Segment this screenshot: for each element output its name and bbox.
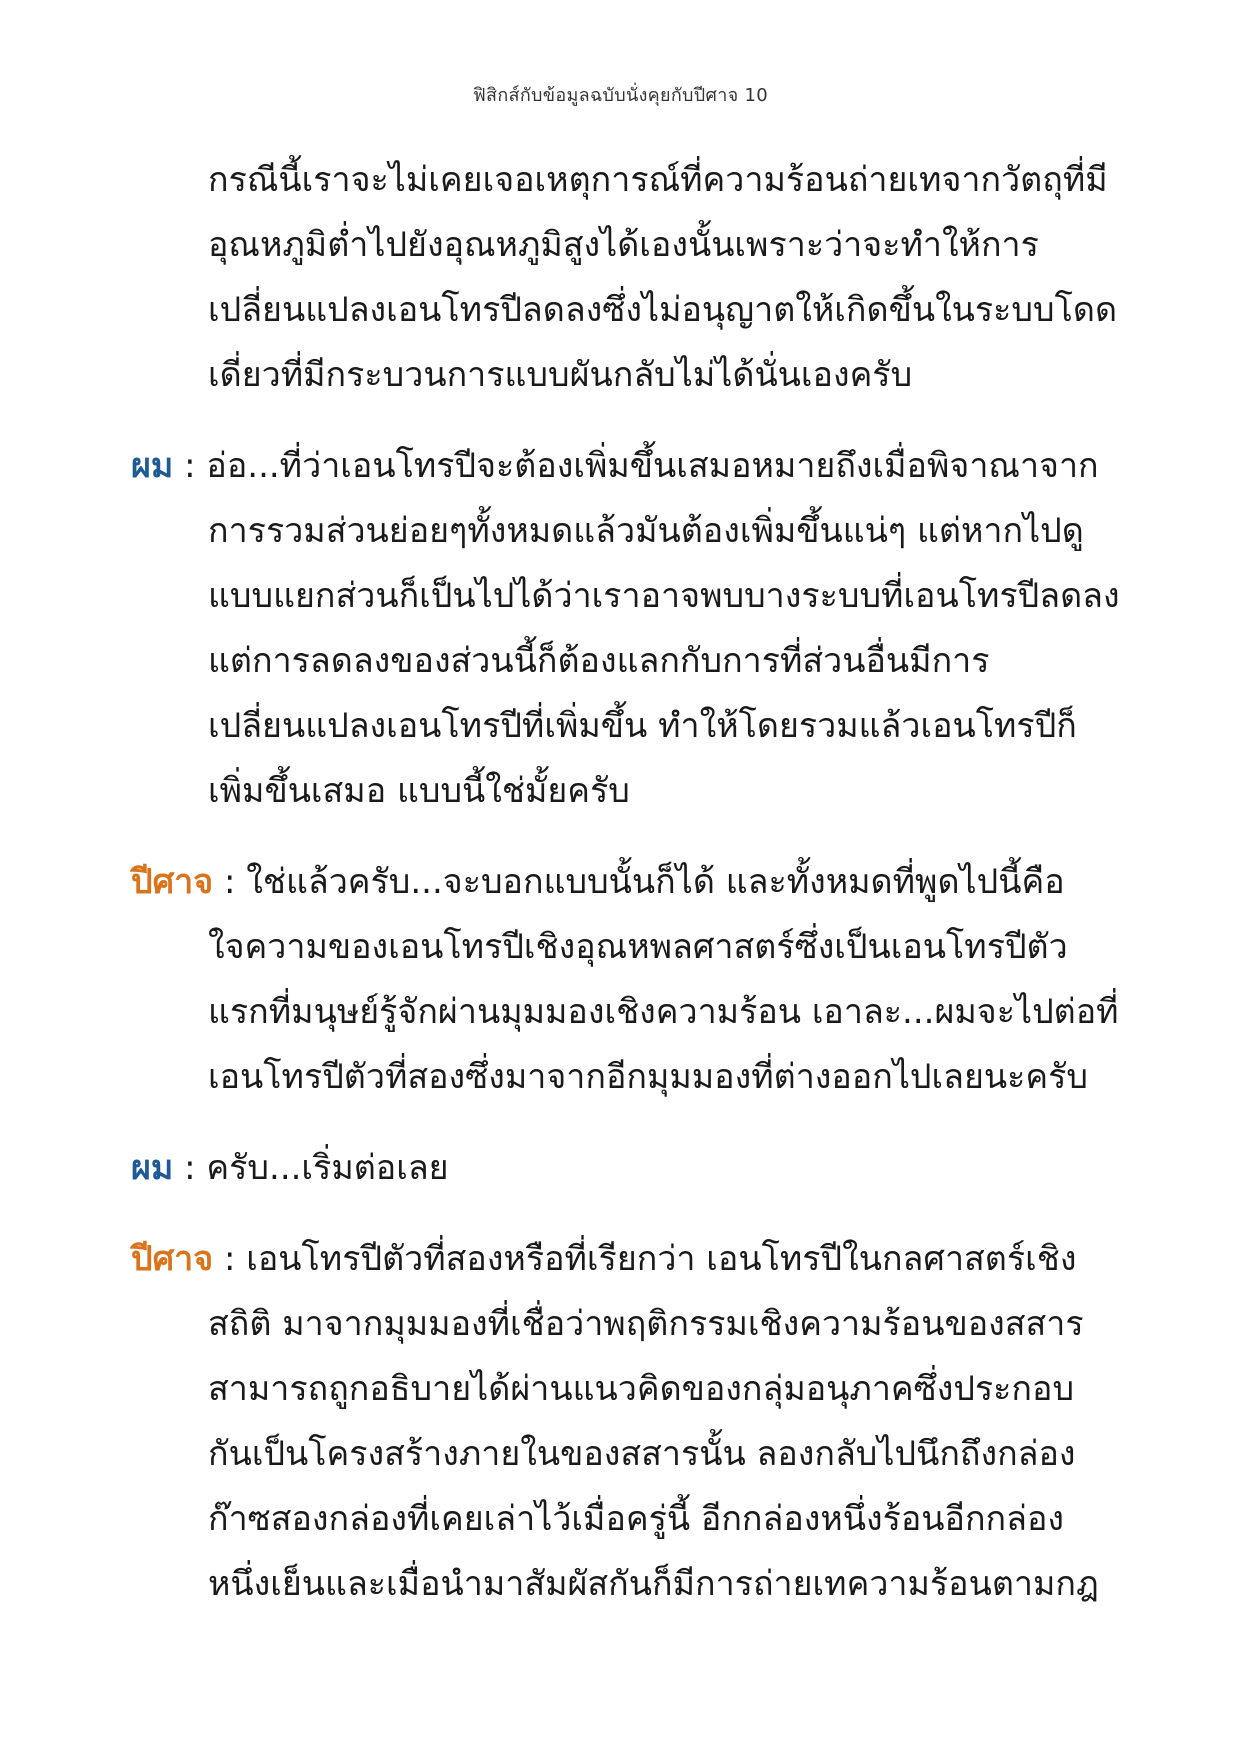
text-line: เอนโทรปีตัวที่สองซึ่งมาจากอีกมุมมองที่ต่างออกไปเลยนะครับ xyxy=(208,1057,1088,1097)
speaker-label-ghost: ปีศาจ xyxy=(131,1239,214,1279)
text-line: ปีศาจ : เอนโทรปีตัวที่สองหรือที่เรียกว่า เอนโทรปีในกลศาสตร์เชิง xyxy=(131,1239,1077,1279)
running-header: ฟิสิกส์กับข้อมูลฉบับนั่งคุยกับปีศาจ 10 xyxy=(473,85,768,106)
text-line: ผม : ครับ...เริ่มต่อเลย xyxy=(131,1148,449,1188)
dialogue-paragraph xyxy=(131,1227,1141,1617)
text-line: แบบแยกส่วนก็เป็นไปได้ว่าเราอาจพบบางระบบที่เอนโทรปีลดลง xyxy=(208,576,1120,616)
dialogue-paragraph xyxy=(131,148,1141,408)
line-text: อ่อ...ที่ว่าเอนโทรปีจะต้องเพิ่มขึ้นเสมอหมายถึงเมื่อพิจาณาจาก xyxy=(206,446,1099,486)
line-text: ครับ...เริ่มต่อเลย xyxy=(206,1148,449,1188)
line-text: เอนโทรปีตัวที่สองหรือที่เรียกว่า เอนโทรปีในกลศาสตร์เชิง xyxy=(246,1239,1077,1279)
text-line: เปลี่ยนแปลงเอนโทรปีที่เพิ่มขึ้น ทำให้โดยรวมแล้วเอนโทรปีก็ xyxy=(208,706,1077,746)
text-line: เดี่ยวที่มีกระบวนการแบบผันกลับไม่ได้นั่นเองครับ xyxy=(208,355,913,395)
speaker-label-me: ผม xyxy=(131,1148,174,1188)
text-line: ใจความของเอนโทรปีเชิงอุณหพลศาสตร์ซึ่งเป็นเอนโทรปีตัว xyxy=(208,927,1068,967)
dialogue-paragraph xyxy=(131,850,1141,1110)
text-line: แต่การลดลงของส่วนนี้ก็ต้องแลกกับการที่ส่วนอื่นมีการ xyxy=(208,641,990,681)
text-line: ปีศาจ : ใช่แล้วครับ...จะบอกแบบนั้นก็ได้ และทั้งหมดที่พูดไปนี้คือ xyxy=(131,862,1065,902)
text-line: ผม : อ่อ...ที่ว่าเอนโทรปีจะต้องเพิ่มขึ้นเสมอหมายถึงเมื่อพิจาณาจาก xyxy=(131,446,1099,486)
text-line: หนึ่งเย็นและเมื่อนำมาสัมผัสกันก็มีการถ่ายเทความร้อนตามกฎ xyxy=(208,1564,1099,1604)
text-line: เปลี่ยนแปลงเอนโทรปีลดลงซึ่งไม่อนุญาตให้เกิดขึ้นในระบบโดด xyxy=(208,290,1118,330)
line-text: ใช่แล้วครับ...จะบอกแบบนั้นก็ได้ และทั้งหมดที่พูดไปนี้คือ xyxy=(246,862,1065,902)
dialogue-paragraph xyxy=(131,1136,1141,1201)
text-line: กรณีนี้เราจะไม่เคยเจอเหตุการณ์ที่ความร้อนถ่ายเทจากวัตถุที่มี xyxy=(208,160,1108,200)
text-line: สถิติ มาจากมุมมองที่เชื่อว่าพฤติกรรมเชิงความร้อนของสสาร xyxy=(208,1304,1084,1344)
dialogue-body xyxy=(131,148,1141,1643)
speaker-label-ghost: ปีศาจ xyxy=(131,862,214,902)
dialogue-paragraph xyxy=(131,434,1141,824)
speaker-label-me: ผม xyxy=(131,446,174,486)
text-line: สามารถถูกอธิบายได้ผ่านแนวคิดของกลุ่มอนุภาคซึ่งประกอบ xyxy=(208,1369,1075,1409)
text-line: เพิ่มขึ้นเสมอ แบบนี้ใช่มั้ยครับ xyxy=(208,771,630,811)
text-line: การรวมส่วนย่อยๆทั้งหมดแล้วมันต้องเพิ่มขึ้นแน่ๆ แต่หากไปดู xyxy=(208,511,1084,551)
text-line: กันเป็นโครงสร้างภายในของสสารนั้น ลองกลับไปนึกถึงกล่อง xyxy=(208,1434,1076,1474)
text-line: แรกที่มนุษย์รู้จักผ่านมุมมองเชิงความร้อน เอาละ...ผมจะไปต่อที่ xyxy=(208,992,1119,1032)
text-line: อุณหภูมิต่ำไปยังอุณหภูมิสูงได้เองนั้นเพราะว่าจะทำให้การ xyxy=(208,225,1039,265)
text-line: ก๊าซสองกล่องที่เคยเล่าไว้เมื่อครู่นี้ อีกกล่องหนึ่งร้อนอีกกล่อง xyxy=(208,1499,1064,1539)
